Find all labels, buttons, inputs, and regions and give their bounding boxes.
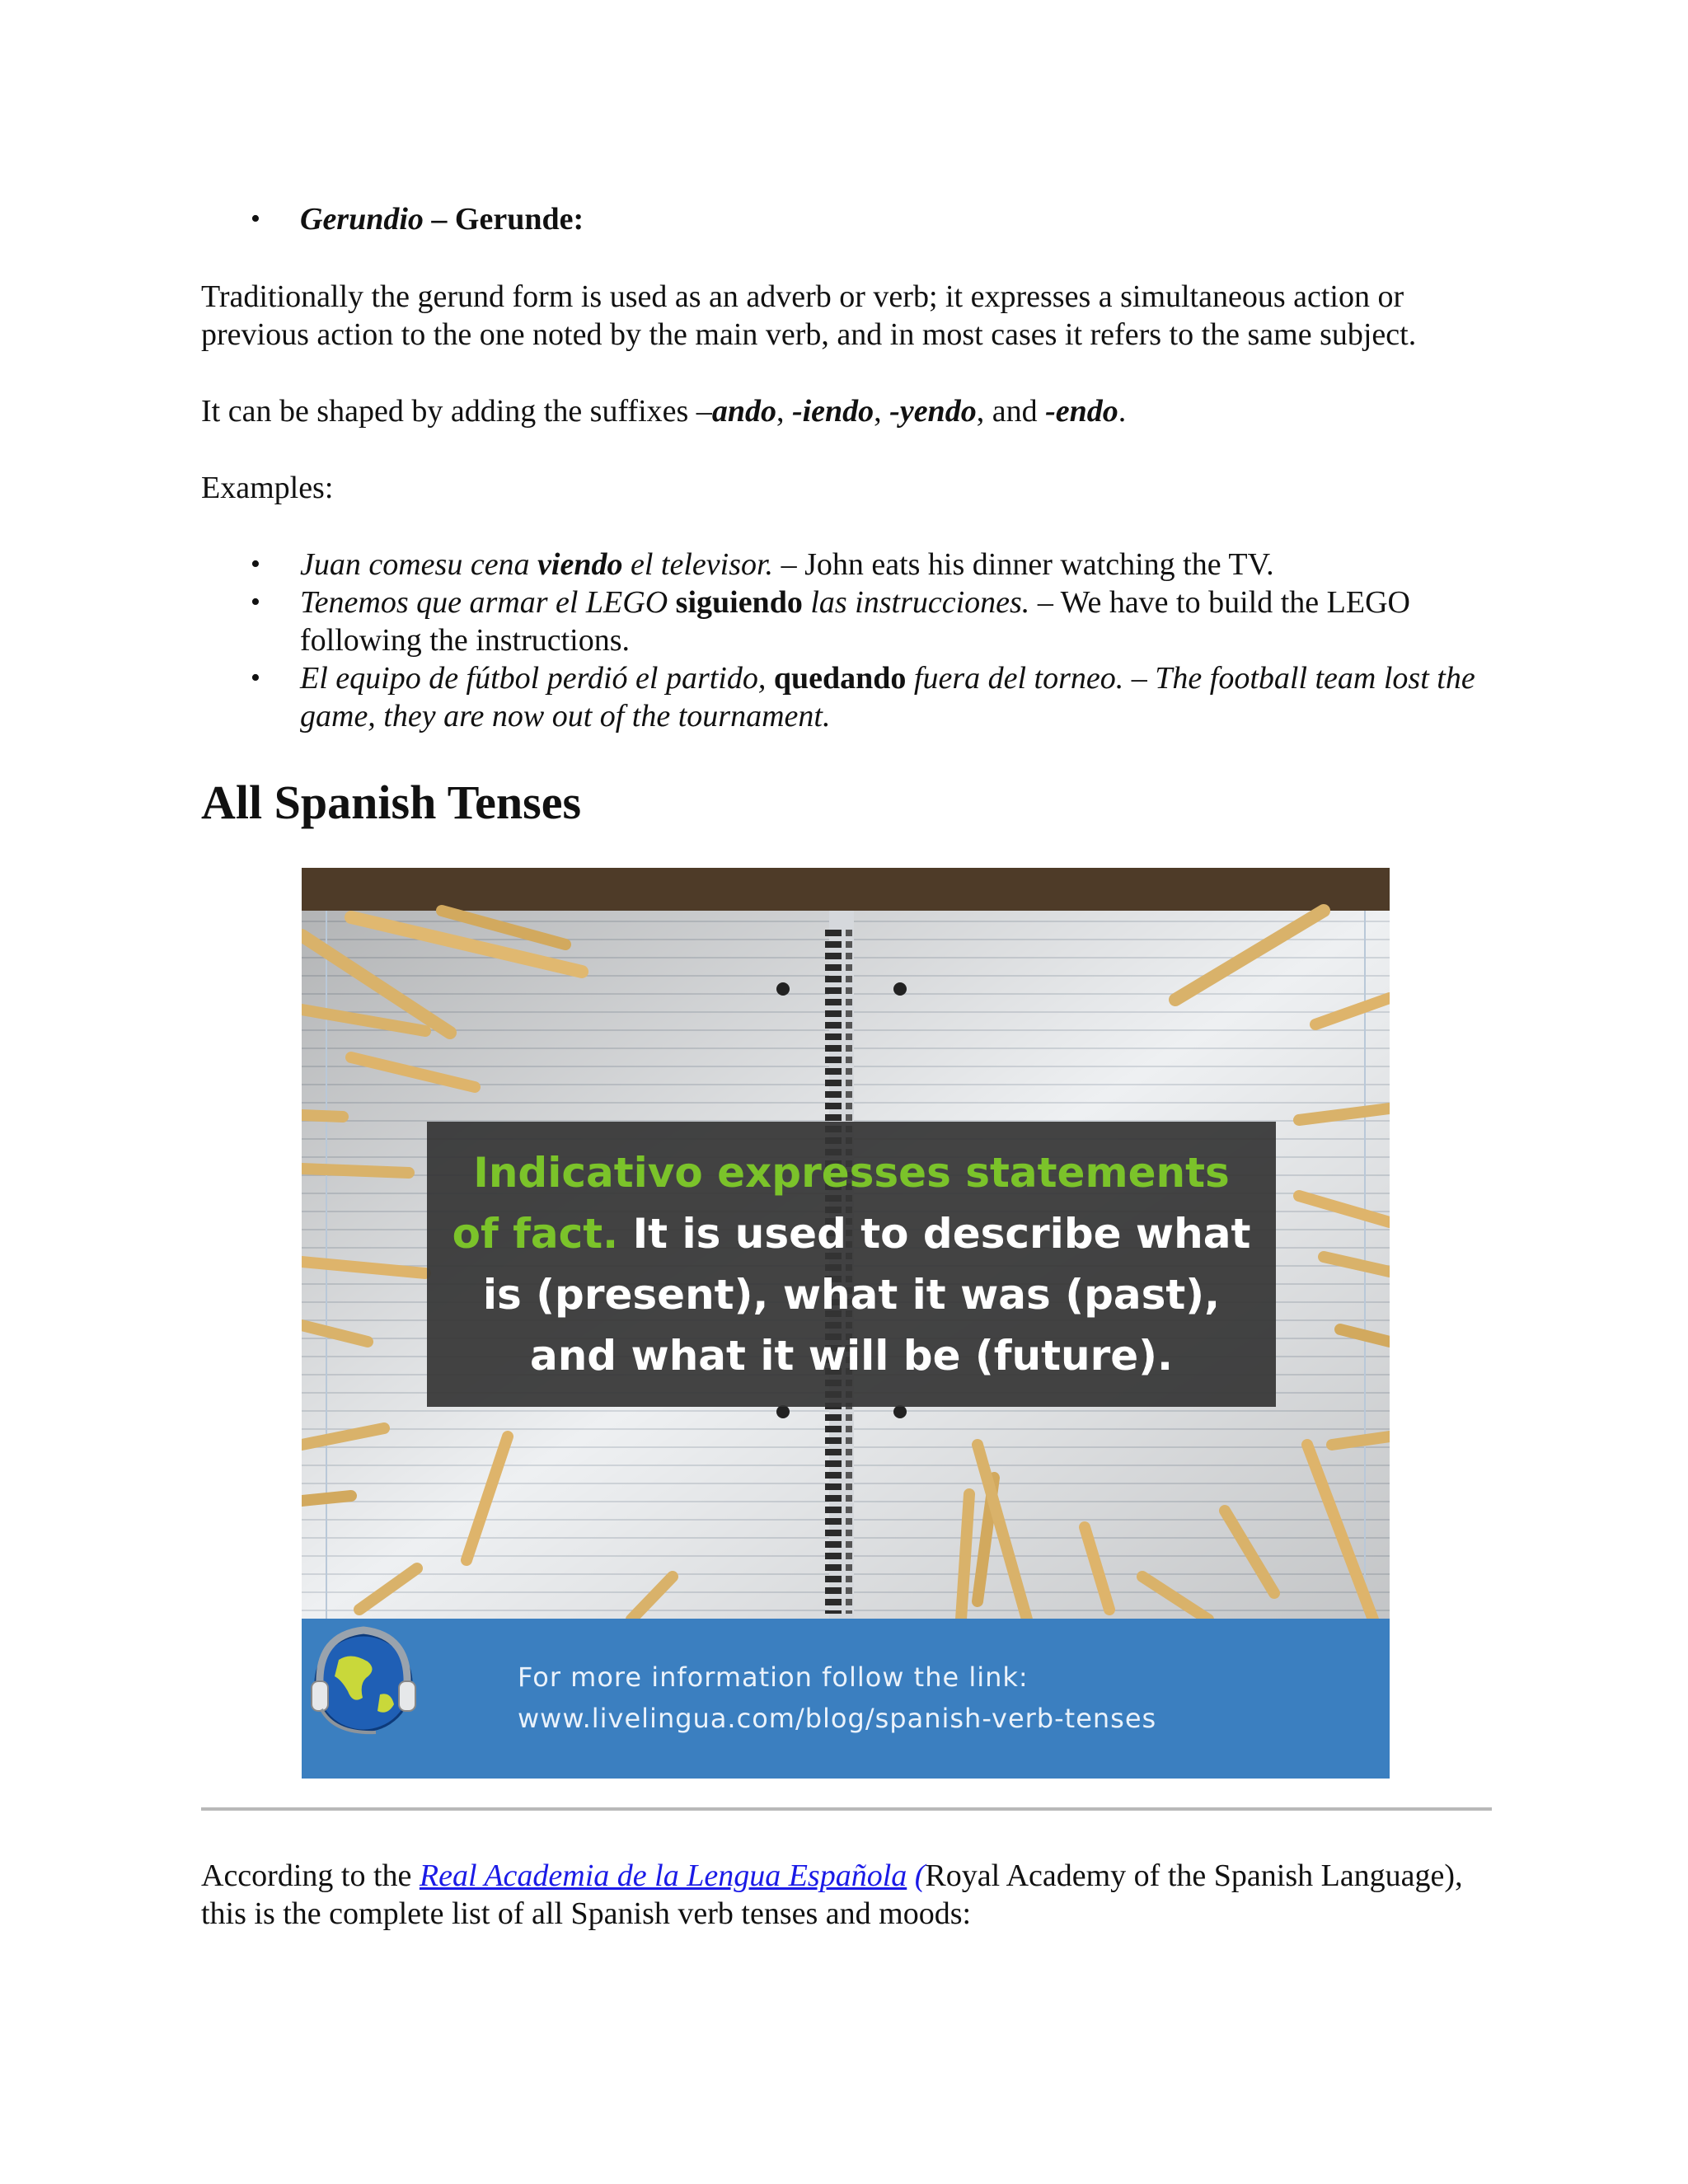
suffix-end: . [1118, 394, 1127, 429]
suffix-sep: , [874, 394, 890, 429]
example-translation: – John eats his dinner watching the TV. [773, 547, 1274, 582]
example-spanish: Juan comesu cena [300, 547, 538, 582]
gerund-heading [201, 200, 1492, 238]
suffix-endo: -endo [1045, 394, 1118, 429]
example-spanish: Tenemos que armar el LEGO [300, 585, 676, 620]
banner-text-1: For more information follow the link: [518, 1661, 1029, 1693]
closing-pre: According to the [201, 1858, 420, 1893]
info-banner [302, 1619, 1390, 1779]
closing-paren: ( [907, 1858, 926, 1893]
caption-line-4: and what it will be (future). [529, 1332, 1174, 1380]
suffix-iendo: -iendo [791, 394, 874, 429]
examples-label: Examples: [201, 471, 334, 505]
example-translation: – We have to build the LEGO following the instructions. [300, 585, 1410, 658]
example-item [201, 659, 1492, 735]
gerund-heading-list [201, 200, 1492, 238]
gerund-english: Gerunde: [454, 202, 584, 237]
banner-url: www.livelingua.com/blog/spanish-verb-tenses [518, 1703, 1157, 1734]
caption-line-2 [427, 1203, 1276, 1264]
caption-line-3: is (present), what it was (past), [482, 1271, 1221, 1319]
suffix-prefix: It can be shaped by adding the suffixes – [201, 394, 712, 429]
indicativo-caption [427, 1122, 1276, 1407]
suffix-sep: , [776, 394, 792, 429]
example-gerund: viendo [537, 547, 623, 582]
gerund-description: Traditionally the gerund form is used as an adverb or verb; it expresses a simultaneous action or previous action to the one noted by the main verb, and in most cases it refers to the same subject. [201, 279, 1417, 352]
example-gerund: quedando [773, 661, 907, 696]
closing-paragraph [201, 1857, 1492, 1933]
infographic-image [302, 868, 1390, 1779]
globe-headset-icon [302, 1619, 425, 1742]
example-item [201, 583, 1492, 659]
suffix-yendo: -yendo [889, 394, 977, 429]
rae-link[interactable]: Real Academia de la Lengua Española [419, 1858, 907, 1893]
gerund-separator: – [423, 202, 455, 237]
caption-white-text: It is used to describe what [618, 1210, 1251, 1258]
suffix-sep: , and [976, 394, 1046, 429]
example-spanish: El equipo de fútbol perdió el partido, [300, 661, 774, 696]
horizontal-divider [201, 1807, 1492, 1811]
example-gerund: siguiendo [675, 585, 803, 620]
example-item [201, 546, 1492, 583]
example-spanish: fuera del torneo. – The football team lost the game, they are now out of the tournament. [300, 661, 1475, 733]
suffix-line [201, 392, 1492, 430]
example-spanish: el televisor. [622, 547, 774, 582]
example-spanish: las instrucciones. [802, 585, 1030, 620]
caption-green-text: Indicativo expresses statements [473, 1149, 1230, 1197]
caption-line-1 [427, 1142, 1276, 1203]
examples-list [201, 546, 1492, 735]
gerund-spanish: Gerundio [300, 202, 424, 237]
suffix-ando: ando [711, 394, 776, 429]
section-title: All Spanish Tenses [201, 776, 582, 829]
caption-green-text: of fact. [452, 1210, 619, 1258]
closing-post: Royal Academy of the Spanish Language), this is the complete list of all Spanish verb tenses and moods: [201, 1858, 1463, 1931]
